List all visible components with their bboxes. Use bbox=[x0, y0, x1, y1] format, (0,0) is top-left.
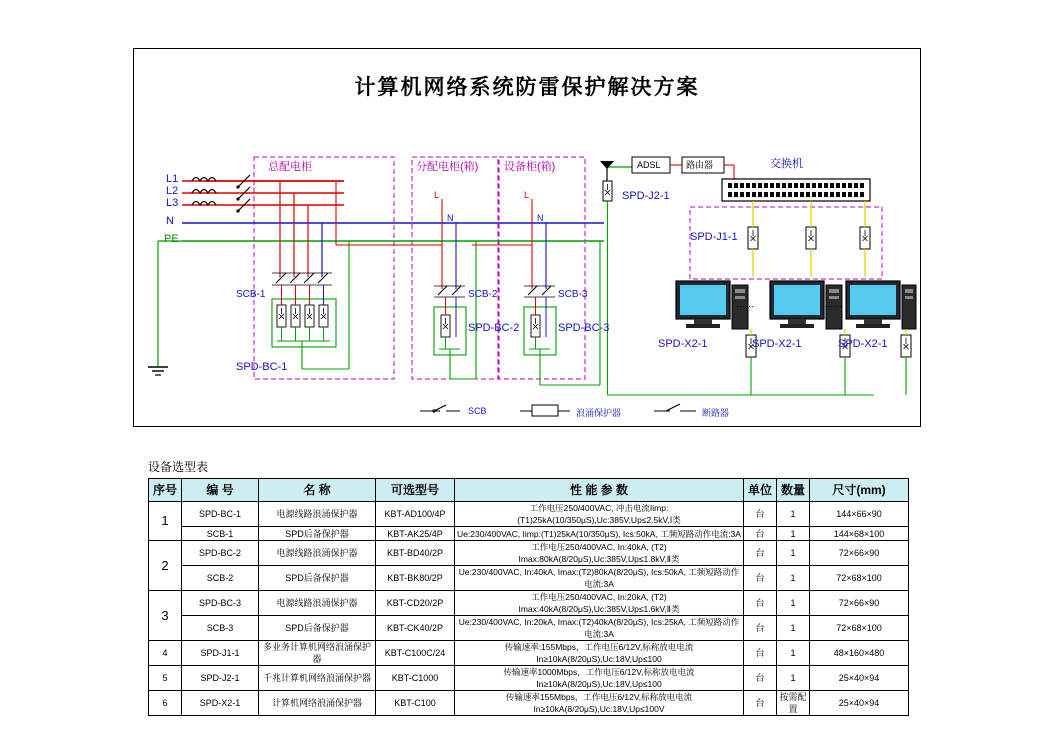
cell-qty: 1 bbox=[777, 566, 810, 591]
cell-qty: 1 bbox=[777, 527, 810, 541]
cell-name: 千兆计算机网络浪涌保护器 bbox=[259, 666, 376, 691]
cell-code: SPD-BC-3 bbox=[182, 591, 259, 616]
th-param: 性 能 参 数 bbox=[455, 479, 744, 502]
table-header-row bbox=[149, 479, 909, 502]
cell-name: 电源线路浪涌保护器 bbox=[259, 541, 376, 566]
cell-size: 25×40×94 bbox=[810, 691, 909, 716]
th-unit: 单位 bbox=[744, 479, 777, 502]
cell-unit: 台 bbox=[744, 541, 777, 566]
cell-name: 多业务计算机网络浪涌保护器 bbox=[259, 641, 376, 666]
cell-param: 工作电压250/400VAC, In:40kA, (T2) Imax:80kA(8/20μS),Uc:385V,Up≤1.8kV,Ⅱ类 bbox=[455, 541, 744, 566]
cell-name: SPD后备保护器 bbox=[259, 616, 376, 641]
cell-name: SPD后备保护器 bbox=[259, 566, 376, 591]
cell-param: 工作电压250/400VAC, 冲击电流Iimp:(T1)25kA(10/350μS),Uc:385V,Up≤2.5kV,Ⅰ类 bbox=[455, 502, 744, 527]
cell-name: 电源线路浪涌保护器 bbox=[259, 591, 376, 616]
table-row bbox=[149, 502, 909, 527]
cell-param: Ue:230/400VAC, In:40kA, Imax:(T2)80kA(8/20μS), Ics:50kA, 工频短路动作电流:3A bbox=[455, 566, 744, 591]
cell-unit: 台 bbox=[744, 502, 777, 527]
cell-code: SPD-BC-1 bbox=[182, 502, 259, 527]
sub-cabinet-n: N bbox=[447, 213, 454, 223]
label-l1: L1 bbox=[166, 173, 179, 185]
cell-size: 72×66×90 bbox=[810, 541, 909, 566]
label-spd-x2-1-c: SPD-X2-1 bbox=[838, 338, 888, 350]
cell-qty: 1 bbox=[777, 666, 810, 691]
th-qty: 数量 bbox=[777, 479, 810, 502]
cell-param: Ue:230/400VAC, Iimp:(T1)25kA(10/350μS), Ics:50kA, 工频短路动作电流:3A bbox=[455, 527, 744, 541]
cell-size: 25×40×94 bbox=[810, 666, 909, 691]
cell-unit: 台 bbox=[744, 666, 777, 691]
cell-param: 传输速率1000Mbps，工作电压6/12V,标称放电电流In≥10kA(8/20μS),Uc:18V,Up≤100 bbox=[455, 666, 744, 691]
cell-name: 计算机网络浪涌保护器 bbox=[259, 691, 376, 716]
label-spd-j1-1: SPD-J1-1 bbox=[690, 231, 738, 243]
label-scb-2: SCB-2 bbox=[468, 289, 498, 300]
cell-param: 传输速率155Mbps，工作电压6/12V,标称放电电流In≥10kA(8/20μS),Uc:18V,Up≤100V bbox=[455, 691, 744, 716]
cell-no: 3 bbox=[149, 591, 182, 641]
cell-size: 72×66×90 bbox=[810, 591, 909, 616]
table-row bbox=[149, 666, 909, 691]
table-row bbox=[149, 527, 909, 541]
label-spd-bc-1: SPD-BC-1 bbox=[236, 361, 288, 373]
cell-model: KBT-CK40/2P bbox=[376, 616, 455, 641]
device-cabinet-l: L bbox=[524, 190, 530, 200]
label-scb-1: SCB-1 bbox=[236, 289, 266, 300]
th-code: 编 号 bbox=[182, 479, 259, 502]
cell-code: SCB-1 bbox=[182, 527, 259, 541]
cabinet-label-main: 总配电柜 bbox=[268, 161, 312, 173]
table-row bbox=[149, 616, 909, 641]
cell-no: 2 bbox=[149, 541, 182, 591]
cell-qty: 1 bbox=[777, 502, 810, 527]
cell-unit: 台 bbox=[744, 527, 777, 541]
th-no: 序号 bbox=[149, 479, 182, 502]
cell-unit: 台 bbox=[744, 566, 777, 591]
th-size: 尺寸(mm) bbox=[810, 479, 909, 502]
cell-no: 4 bbox=[149, 641, 182, 666]
device-selection-table bbox=[148, 478, 909, 716]
label-switch: 交换机 bbox=[770, 158, 803, 170]
table-row bbox=[149, 641, 909, 666]
cabinet-label-device: 设备柜(箱) bbox=[504, 161, 556, 173]
cell-unit: 台 bbox=[744, 641, 777, 666]
sub-cabinet-l: L bbox=[434, 190, 440, 200]
cell-model: KBT-CD20/2P bbox=[376, 591, 455, 616]
cell-code: SPD-BC-2 bbox=[182, 541, 259, 566]
th-name: 名 称 bbox=[259, 479, 376, 502]
label-scb-3: SCB-3 bbox=[558, 289, 588, 300]
cell-qty: 1 bbox=[777, 541, 810, 566]
cell-qty-note: 按需配置 bbox=[777, 691, 810, 716]
cell-model: KBT-BD40/2P bbox=[376, 541, 455, 566]
cell-param: Ue:230/400VAC, In:20kA, Imax:(T2)40kA(8/20μS), Ics:25kA, 工频短路动作电流:3A bbox=[455, 616, 744, 641]
cell-qty: 1 bbox=[777, 616, 810, 641]
table-row bbox=[149, 566, 909, 591]
label-l3: L3 bbox=[166, 197, 179, 209]
device-cabinet-n: N bbox=[537, 213, 544, 223]
cell-model: KBT-AK25/4P bbox=[376, 527, 455, 541]
cell-unit: 台 bbox=[744, 591, 777, 616]
cell-name: SPD后备保护器 bbox=[259, 527, 376, 541]
th-model: 可选型号 bbox=[376, 479, 455, 502]
cell-no: 6 bbox=[149, 691, 182, 716]
cell-no: 5 bbox=[149, 666, 182, 691]
label-spd-x2-1-a: SPD-X2-1 bbox=[658, 338, 708, 350]
dots-pc-2: …… bbox=[824, 299, 842, 309]
cell-unit: 台 bbox=[744, 691, 777, 716]
cell-size: 48×160×480 bbox=[810, 641, 909, 666]
cell-model: KBT-BK80/2P bbox=[376, 566, 455, 591]
label-spd-j2-1: SPD-J2-1 bbox=[622, 190, 670, 202]
diagram-title: 计算机网络系统防雷保护解决方案 bbox=[354, 74, 700, 99]
cell-model: KBT-C100 bbox=[376, 691, 455, 716]
table-caption: 设备选型表 bbox=[148, 460, 209, 474]
cell-size: 144×68×100 bbox=[810, 527, 909, 541]
label-spd-bc-3: SPD-BC-3 bbox=[558, 322, 610, 334]
legend-label-scb: SCB bbox=[468, 406, 487, 416]
cell-size: 72×68×100 bbox=[810, 616, 909, 641]
legend-label-spd: 浪涌保护器 bbox=[576, 408, 622, 418]
cell-param: 工作电压250/400VAC, In:20kA, (T2) Imax:40kA(8/20μS),Uc:385V,Up≤1.6kV,Ⅱ类 bbox=[455, 591, 744, 616]
label-router: 路由器 bbox=[686, 160, 714, 170]
cell-unit: 台 bbox=[744, 616, 777, 641]
cell-model: KBT-C1000 bbox=[376, 666, 455, 691]
label-spd-bc-2: SPD-BC-2 bbox=[468, 322, 520, 334]
legend-label-breaker: 断路器 bbox=[702, 408, 730, 418]
cell-qty: 1 bbox=[777, 641, 810, 666]
cell-model: KBT-C100C/24 bbox=[376, 641, 455, 666]
cell-model: KBT-AD100/4P bbox=[376, 502, 455, 527]
cell-code: SPD-X2-1 bbox=[182, 691, 259, 716]
table-row bbox=[149, 591, 909, 616]
table-row bbox=[149, 541, 909, 566]
label-l2: L2 bbox=[166, 185, 179, 197]
dots-pc-1: …… bbox=[736, 299, 754, 309]
cell-name: 电源线路浪涌保护器 bbox=[259, 502, 376, 527]
cell-size: 72×68×100 bbox=[810, 566, 909, 591]
cell-code: SPD-J2-1 bbox=[182, 666, 259, 691]
table-row bbox=[149, 691, 909, 716]
cell-no: 1 bbox=[149, 502, 182, 541]
label-pe: PE bbox=[164, 233, 179, 245]
cell-size: 144×66×90 bbox=[810, 502, 909, 527]
cell-code: SCB-3 bbox=[182, 616, 259, 641]
cell-param: 传输速率:155Mbps，工作电压6/12V,标称放电电流In≥10kA(8/20μS),Uc:18V,Up≤100 bbox=[455, 641, 744, 666]
label-n: N bbox=[166, 215, 174, 227]
cell-code: SPD-J1-1 bbox=[182, 641, 259, 666]
label-adsl: ADSL bbox=[637, 160, 661, 170]
cell-code: SCB-2 bbox=[182, 566, 259, 591]
cabinet-label-sub: 分配电柜(箱) bbox=[416, 161, 479, 173]
cell-qty: 1 bbox=[777, 591, 810, 616]
diagram-frame bbox=[133, 48, 921, 427]
label-spd-x2-1-b: SPD-X2-1 bbox=[752, 338, 802, 350]
